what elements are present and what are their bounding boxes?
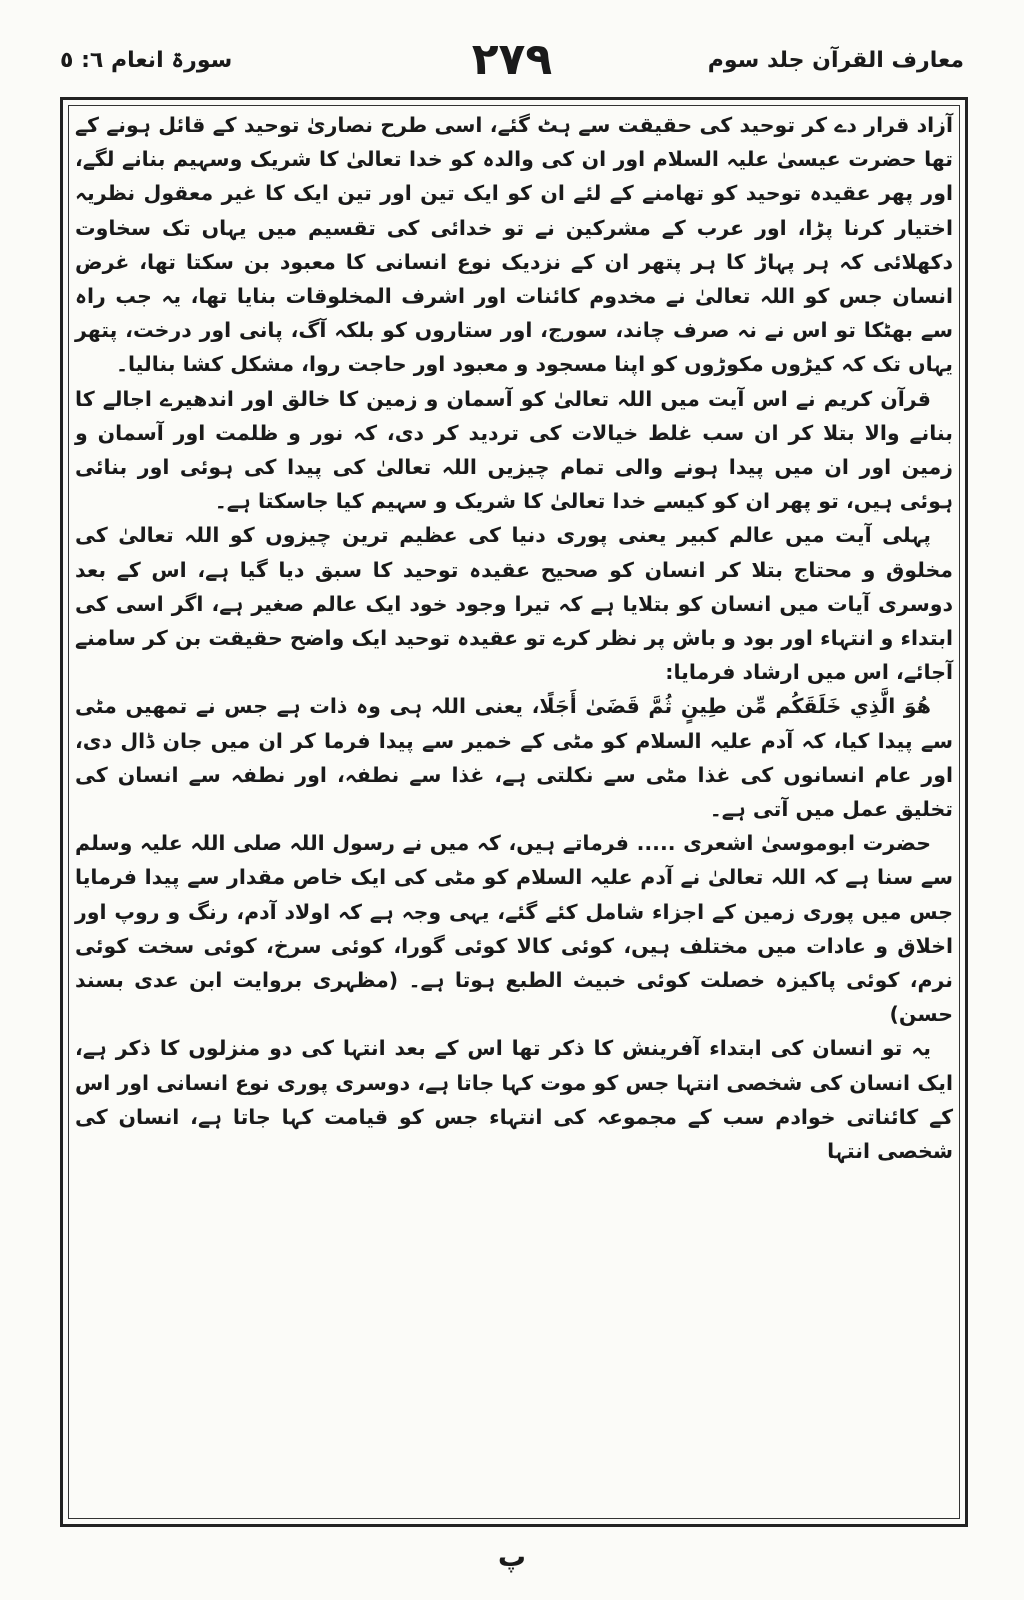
body-text: [75, 108, 953, 1516]
book-title: معارف القرآن جلد سوم: [707, 48, 964, 73]
paragraph: هُوَ الَّذِي خَلَقَكُم مِّن طِينٍ ثُمَّ قَضَىٰ أَجَلًا، یعنی اللہ ہی وہ ذات ہے جس نے تمھیں مٹی سے پیدا کیا، کہ آدم علیہ السلام کو مٹی کے خمیر سے پیدا فرما کر ان میں جان ڈال دی، اور عام انسانوں کی غذا مٹی سے نکلتی ہے، غذا سے نطفہ، اور نطفہ سے انسان کی تخلیق عمل میں آتی ہے۔: [75, 694, 953, 822]
surah-reference: سورۃ انعام ٦: ٥: [60, 48, 233, 73]
signature-mark: پ: [497, 1540, 527, 1573]
page-header: [60, 30, 964, 90]
paragraph: حضرت ابوموسیٰ اشعری ..... فرماتے ہیں، کہ میں نے رسول اللہ صلی اللہ علیہ وسلم سے سنا ہے کہ اللہ تعالیٰ نے آدم علیہ السلام کو مٹی کی ایک خاص مقدار سے پیدا فرمایا جس میں پوری زمین کے اجزاء شامل کئے گئے، یہی وجہ ہے کہ اولاد آدم، رنگ و روپ اور اخلاق و عادات میں مختلف ہیں، کوئی کالا کوئی گورا، کوئی سرخ، کوئی سخت کوئی نرم، کوئی پاکیزہ خصلت کوئی خبیث الطبع ہوتا ہے۔ (مظہری بروایت ابن عدی بسند حسن): [75, 831, 953, 1027]
page-number: ٢٧٩: [471, 34, 553, 85]
text-frame: [60, 97, 968, 1527]
paragraph: پہلی آیت میں عالم کبیر یعنی پوری دنیا کی عظیم ترین چیزوں کو اللہ تعالیٰ کی مخلوق و محتاج بتلا کر انسان کو صحیح عقیدہ توحید کا سبق دیا گیا ہے، اس کے بعد دوسری آیات میں انسان کو بتلایا ہے کہ تیرا وجود خود ایک عالم صغیر ہے، اگر اسی کی ابتداء و انتہاء اور بود و باش پر نظر کرے تو عقیدہ توحید ایک واضح حقیقت بن کر سامنے آجائے، اس میں ارشاد فرمایا:: [75, 523, 953, 685]
paragraph: یہ تو انسان کی ابتداء آفرینش کا ذکر تھا اس کے بعد انتہا کی دو منزلوں کا ذکر ہے، ایک انسان کی شخصی انتہا جس کو موت کہا جاتا ہے، دوسری پوری نوع انسانی اور اس کے کائناتی خوادم سب کے مجموعہ کی انتہاء جس کو قیامت کہا جاتا ہے، انسان کی شخصی انتہا: [75, 1036, 953, 1164]
paragraph: قرآن کریم نے اس آیت میں اللہ تعالیٰ کو آسمان و زمین کا خالق اور اندھیرے اجالے کا بنانے والا بتلا کر ان سب غلط خیالات کی تردید کر دی، کہ نور و ظلمت اور آسمان و زمین اور ان میں پیدا ہونے والی تمام چیزیں اللہ تعالیٰ کی پیدا کی ہوئی اور بنائی ہوئی ہیں، تو پھر ان کو کیسے خدا تعالیٰ کا شریک و سہیم کیا جاسکتا ہے۔: [75, 386, 953, 514]
paragraph: آزاد قرار دے کر توحید کی حقیقت سے ہٹ گئے، اسی طرح نصاریٰ توحید کے قائل ہونے کے تھا حضرت عیسیٰ علیہ السلام اور ان کی والدہ کو خدا تعالیٰ کا شریک وسہیم بنانے لگے، اور پھر عقیدہ توحید کو تھامنے کے لئے ان کو ایک تین اور تین ایک کا غیر معقول نظریہ اختیار کرنا پڑا، اور عرب کے مشرکین نے تو خدائی کی تقسیم میں یہاں تک سخاوت دکھلائی کہ ہر پہاڑ کا ہر پتھر ان کے نزدیک نوع انسانی کا معبود بن سکتا تھا، غرض انسان جس کو اللہ تعالیٰ نے مخدوم کائنات اور اشرف المخلوقات بنایا تھا، یہ جب راہ سے بھٹکا تو اس نے نہ صرف چاند، سورج، اور ستاروں کو بلکہ آگ، پانی اور درخت، پتھر یہاں تک کہ کیڑوں مکوڑوں کو اپنا مسجود و معبود اور حاجت روا، مشکل کشا بنالیا۔: [75, 113, 953, 377]
